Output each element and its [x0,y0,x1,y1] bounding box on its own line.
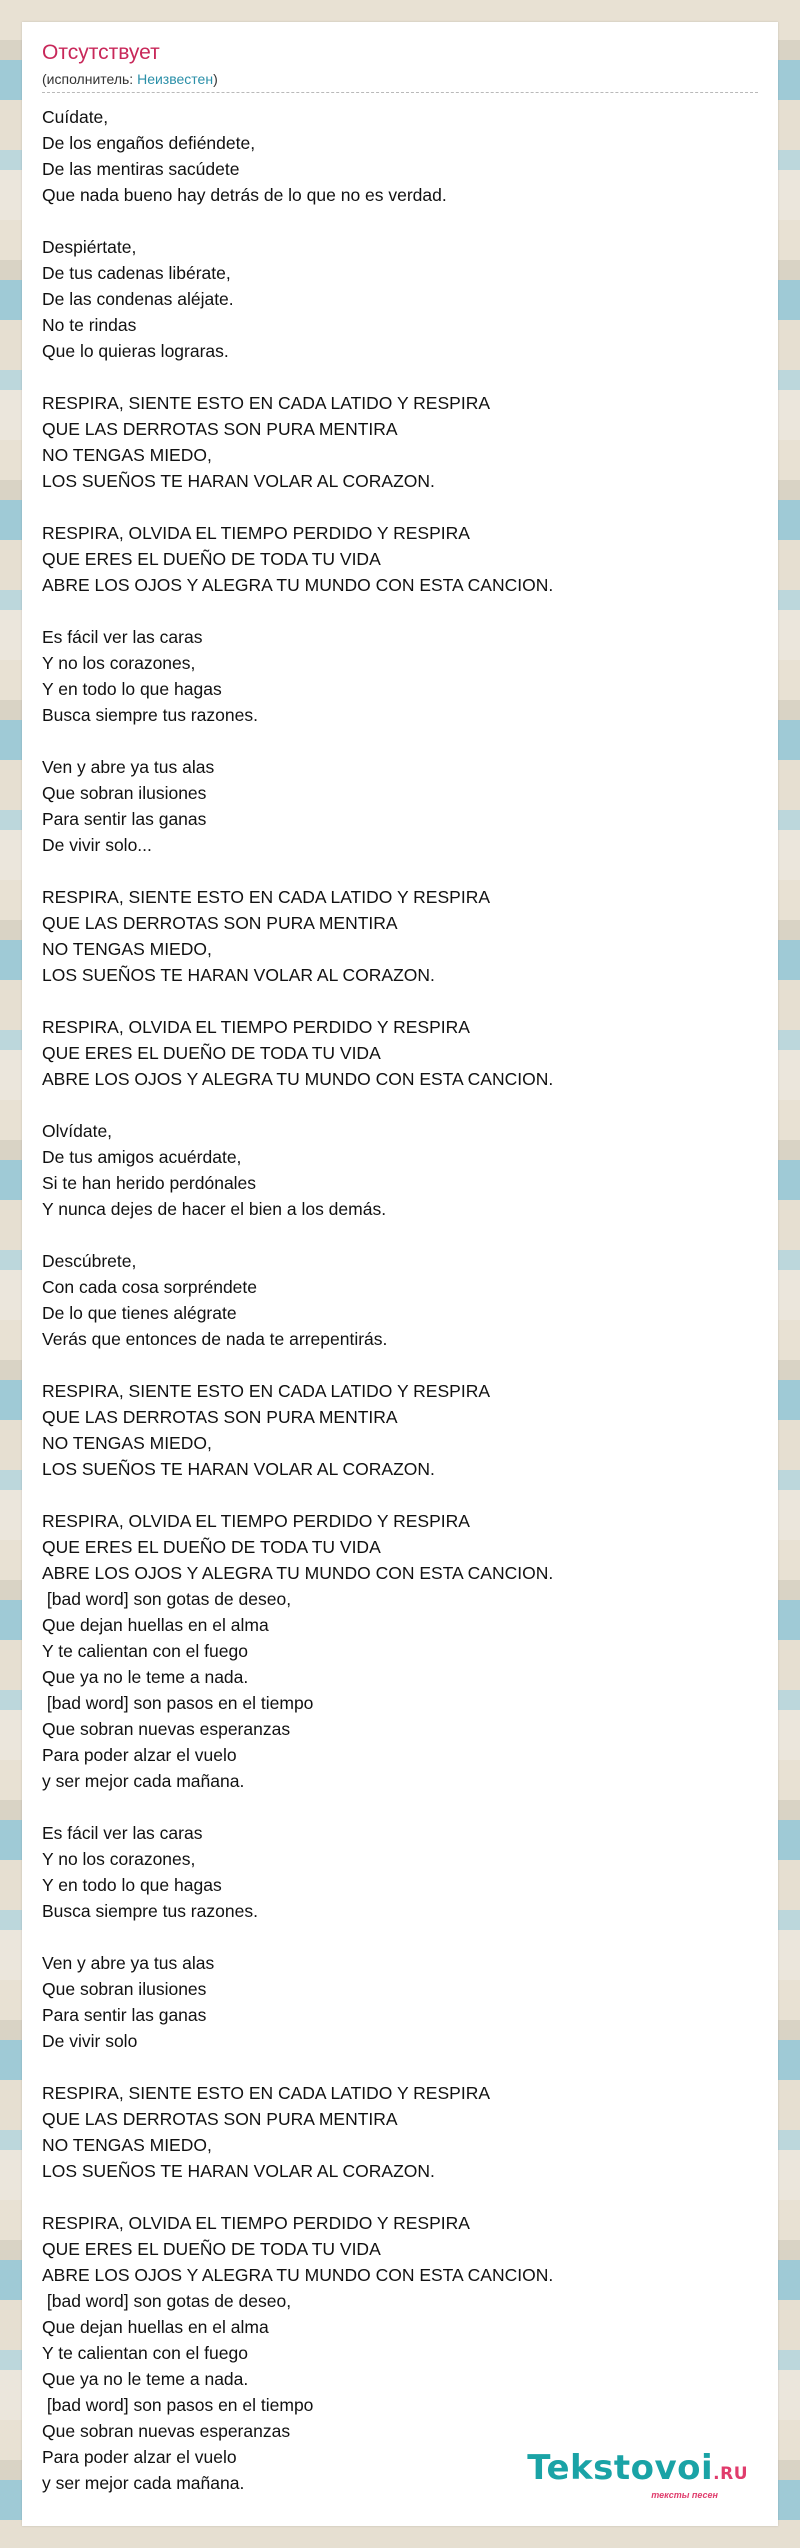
logo-wordmark [527,2450,748,2492]
lyrics-card [22,22,778,2526]
logo-tagline: тексты песен [651,2490,718,2500]
site-logo[interactable] [527,2450,748,2500]
performer-suffix: ) [213,71,218,87]
header-divider [42,92,758,93]
performer-link[interactable]: Неизвестен [137,71,214,87]
logo-tld: .RU [713,2464,748,2484]
song-header [42,40,758,88]
lyrics-text: Cuídate, De los engaños defiéndete, De las mentiras sacúdete Que nada bueno hay detrás de lo que no es verdad. Despiértate, De tus cadenas libérate, De las condenas aléjate. No te rindas Que lo quieras lograras. RESPIRA, SIENTE ESTO EN CADA LATIDO Y RESPIRA QUE LAS DERROTAS SON PURA MENTIRA NO TENGAS MIEDO, LOS SUEÑOS TE HARAN VOLAR AL CORAZON. RESPIRA, OLVIDA EL TIEMPO PERDIDO Y RESPIRA QUE ERES EL DUEÑO DE TODA TU VIDA ABRE LOS OJOS Y ALEGRA TU MUNDO CON ESTA CANCION. Es fácil ver las caras Y no los corazones, Y en todo lo que hagas Busca siempre tus razones. Ven y abre ya tus alas Que sobran ilusiones Para sentir las ganas De vivir solo... RESPIRA, SIENTE ESTO EN CADA LATIDO Y RESPIRA QUE LAS DERROTAS SON PURA MENTIRA NO TENGAS MIEDO, LOS SUEÑOS TE HARAN VOLAR AL CORAZON. RESPIRA, OLVIDA EL TIEMPO PERDIDO Y RESPIRA QUE ERES EL DUEÑO DE TODA TU VIDA ABRE LOS OJOS Y ALEGRA TU MUNDO CON ESTA CANCION. Olvídate, De tus amigos acuérdate, Si te han herido perdónales Y nunca dejes de hacer el bien a los demás. Descúbrete, Con cada cosa sorpréndete De lo que tienes alégrate Verás que entonces de nada te arrepentirás. RESPIRA, SIENTE ESTO EN CADA LATIDO Y RESPIRA QUE LAS DERROTAS SON PURA MENTIRA NO TENGAS MIEDO, LOS SUEÑOS TE HARAN VOLAR AL CORAZON. RESPIRA, OLVIDA EL TIEMPO PERDIDO Y RESPIRA QUE ERES EL DUEÑO DE TODA TU VIDA ABRE LOS OJOS Y ALEGRA TU MUNDO CON ESTA CANCION. [bad word] son gotas de deseo, Que dejan huellas en el alma Y te calientan con el fuego Que ya no le teme a nada. [bad word] son pasos en el tiempo Que sobran nuevas esperanzas Para poder alzar el vuelo y ser mejor cada mañana. Es fácil ver las caras Y no los corazones, Y en todo lo que hagas Busca siempre tus razones. Ven y abre ya tus alas Que sobran ilusiones Para sentir las ganas De vivir solo RESPIRA, SIENTE ESTO EN CADA LATIDO Y RESPIRA QUE LAS DERROTAS SON PURA MENTIRA NO TENGAS MIEDO, LOS SUEÑOS TE HARAN VOLAR AL CORAZON. RESPIRA, OLVIDA EL TIEMPO PERDIDO Y RESPIRA QUE ERES EL DUEÑO DE TODA TU VIDA ABRE LOS OJOS Y ALEGRA TU MUNDO CON ESTA CANCION. [bad word] son gotas de deseo, Que dejan huellas en el alma Y te calientan con el fuego Que ya no le teme a nada. [bad word] son pasos en el tiempo Que sobran nuevas esperanzas Para poder alzar el vuelo y ser mejor cada mañana. [42,107,554,2493]
performer-line [42,70,758,88]
song-title: Отсутствует [42,41,160,64]
logo-name: Tekstovoi [527,2448,714,2488]
performer-prefix: (исполнитель: [42,71,138,87]
